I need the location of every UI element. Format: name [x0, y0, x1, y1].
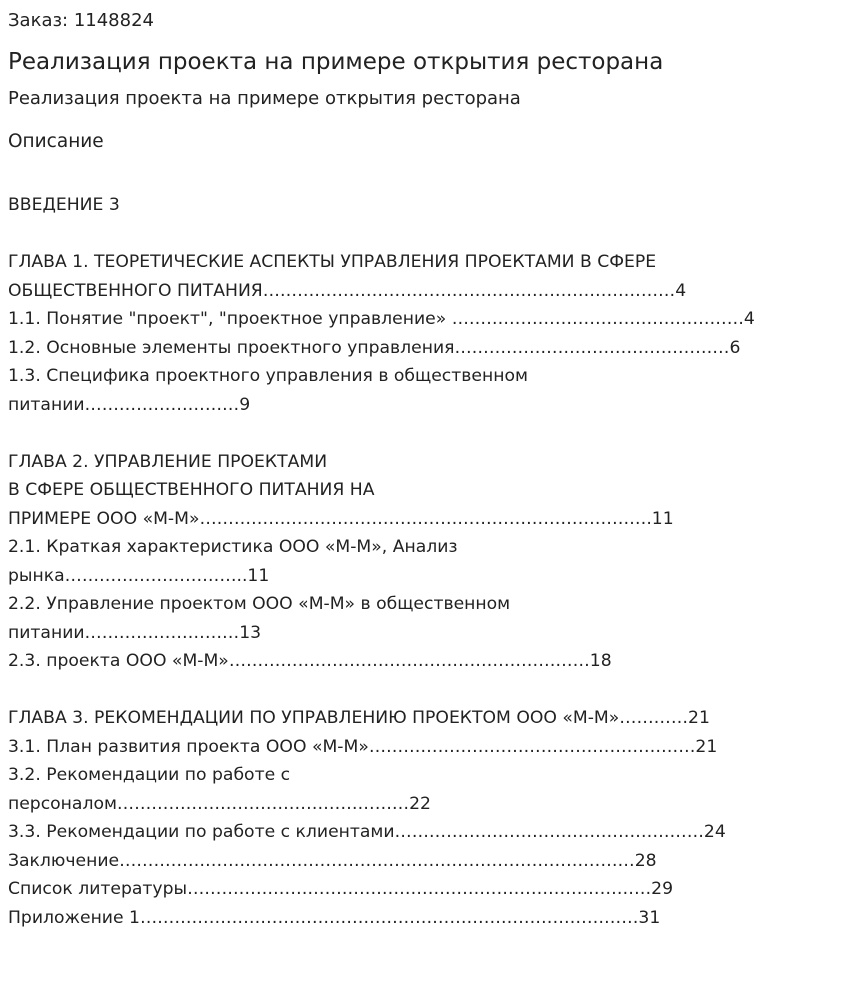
- table-of-contents: [8, 191, 843, 932]
- page-subtitle: Реализация проекта на примере открытия ресторана: [8, 88, 521, 109]
- toc-line: персоналом……………………………………………22: [8, 793, 431, 814]
- toc-line: ПРИМЕРЕ ООО «М-М»…………………………………………………………………….11: [8, 508, 674, 529]
- toc-line: Заключение………………………………………………………………………………28: [8, 850, 657, 871]
- toc-line: 3.2. Рекомендации по работе с: [8, 765, 291, 785]
- toc-line: ОБЩЕСТВЕННОГО ПИТАНИЯ………………………………………………………………4: [8, 280, 687, 301]
- toc-line: [8, 220, 843, 249]
- toc-line: [8, 676, 843, 705]
- toc-line: 3.3. Рекомендации по работе с клиентами………………………………………………24: [8, 822, 726, 842]
- toc-line: 3.1. План развития проекта ООО «М-М»…………………………………………………21: [8, 736, 718, 757]
- toc-line: Список литературы………………………………………………………………………29: [8, 879, 674, 899]
- toc-line: 1.1. Понятие "проект", "проектное управление» ……………………………………………4: [8, 309, 755, 329]
- toc-line: 2.1. Краткая характеристика ООО «М-М», Анализ: [8, 537, 458, 557]
- toc-line: ГЛАВА 3. РЕКОМЕНДАЦИИ ПО УПРАВЛЕНИЮ ПРОЕКТОМ ООО «М-М»…………21: [8, 708, 710, 728]
- description-heading: Описание: [8, 131, 104, 152]
- toc-line: 1.3. Специфика проектного управления в общественном: [8, 366, 528, 386]
- toc-line: Приложение 1……………………………………………………………………………31: [8, 907, 661, 928]
- toc-line: ВВЕДЕНИЕ 3: [8, 195, 120, 215]
- toc-line: 2.3. проекта ООО «М-М»………………………………………………………18: [8, 651, 612, 671]
- toc-line: рынка…………………………..11: [8, 565, 270, 586]
- toc-line: 2.2. Управление проектом ООО «М-М» в общественном: [8, 594, 511, 614]
- toc-line: ГЛАВА 1. ТЕОРЕТИЧЕСКИЕ АСПЕКТЫ УПРАВЛЕНИЯ ПРОЕКТАМИ В СФЕРЕ: [8, 252, 657, 272]
- toc-line: ГЛАВА 2. УПРАВЛЕНИЕ ПРОЕКТАМИ: [8, 451, 328, 472]
- toc-line: В СФЕРЕ ОБЩЕСТВЕННОГО ПИТАНИЯ НА: [8, 480, 375, 500]
- toc-line: питании………………………9: [8, 394, 251, 415]
- page-title: Реализация проекта на примере открытия ресторана: [8, 49, 664, 75]
- toc-line: [8, 419, 843, 448]
- toc-line: 1.2. Основные элементы проектного управления…………………………………………6: [8, 337, 741, 358]
- order-number: Заказ: 1148824: [8, 10, 154, 31]
- toc-line: питании………………………13: [8, 622, 262, 643]
